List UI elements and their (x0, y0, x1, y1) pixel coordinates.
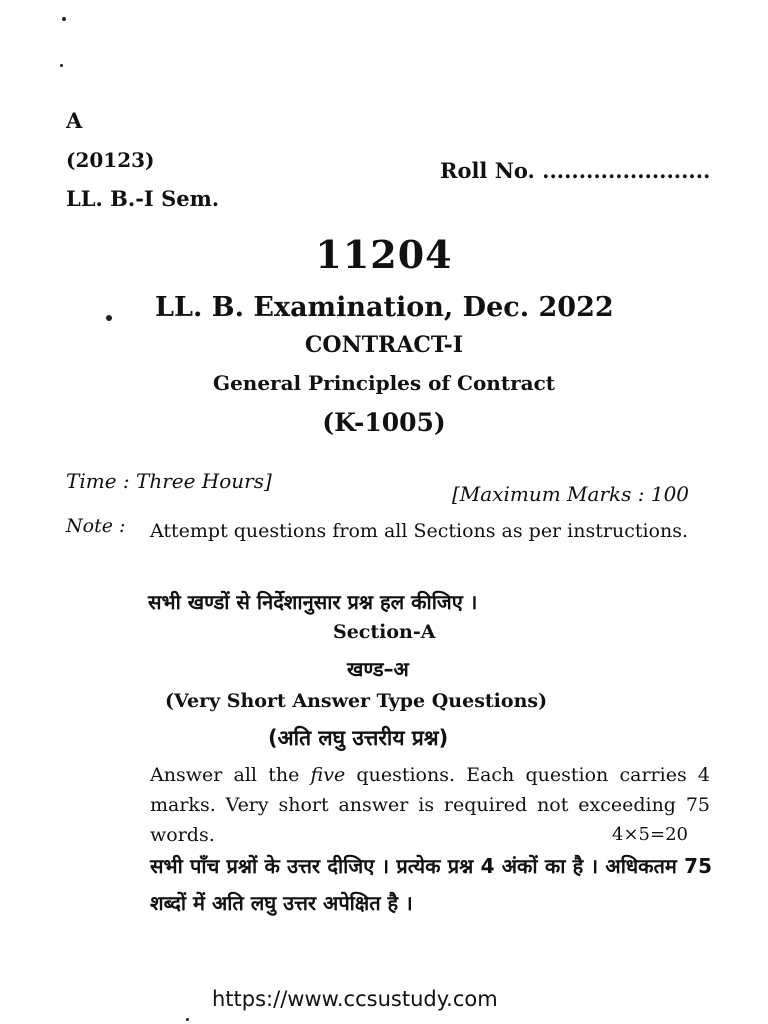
scan-speck (62, 17, 66, 21)
subject-title: CONTRACT-I (304, 332, 464, 358)
set-label: A (66, 108, 83, 133)
marks-distribution: 4×5=20 (612, 824, 688, 845)
question-type: (Very Short Answer Type Questions) (165, 690, 548, 712)
instructions-part-2: questions. Each question carries 4 marks. Very short answer is required not exceeding 75 words. (150, 764, 710, 846)
scan-speck (186, 1018, 189, 1021)
roll-number-field: Roll No. ....................... (440, 158, 711, 183)
exam-title: LL. B. Examination, Dec. 2022 (155, 292, 614, 323)
scan-speck (60, 64, 63, 67)
paper-number: 11204 (315, 232, 453, 277)
section-title-hindi: खण्ड–अ (347, 657, 409, 681)
maximum-marks: [Maximum Marks : 100 (452, 482, 690, 506)
exam-code: (20123) (66, 148, 155, 172)
course-name: LL. B.-I Sem. (66, 186, 220, 211)
instructions-emphasis: five (310, 764, 346, 786)
section-instructions-hindi: सभी पाँच प्रश्नों के उत्तर दीजिए । प्रत्येक प्रश्न 4 अंकों का है । अधिकतम 75 शब्दों में अति लघु उत्तर अपेक्षित है । (150, 854, 712, 915)
note-text-hindi: सभी खण्डों से निर्देशानुसार प्रश्न हल कीजिए । (148, 590, 478, 614)
source-url: https://www.ccsustudy.com (212, 987, 498, 1011)
note-text-english: Attempt questions from all Sections as per instructions. (150, 520, 689, 542)
question-type-hindi: (अति लघु उत्तरीय प्रश्न) (268, 726, 449, 750)
subject-subtitle: General Principles of Contract (212, 371, 555, 395)
section-title: Section-A (333, 621, 436, 643)
bullet-mark (106, 315, 112, 321)
paper-code: (K-1005) (322, 408, 446, 437)
note-label: Note : (66, 515, 126, 537)
instructions-part-1: Answer all the (150, 764, 300, 786)
time-allowed: Time : Three Hours] (66, 469, 272, 493)
